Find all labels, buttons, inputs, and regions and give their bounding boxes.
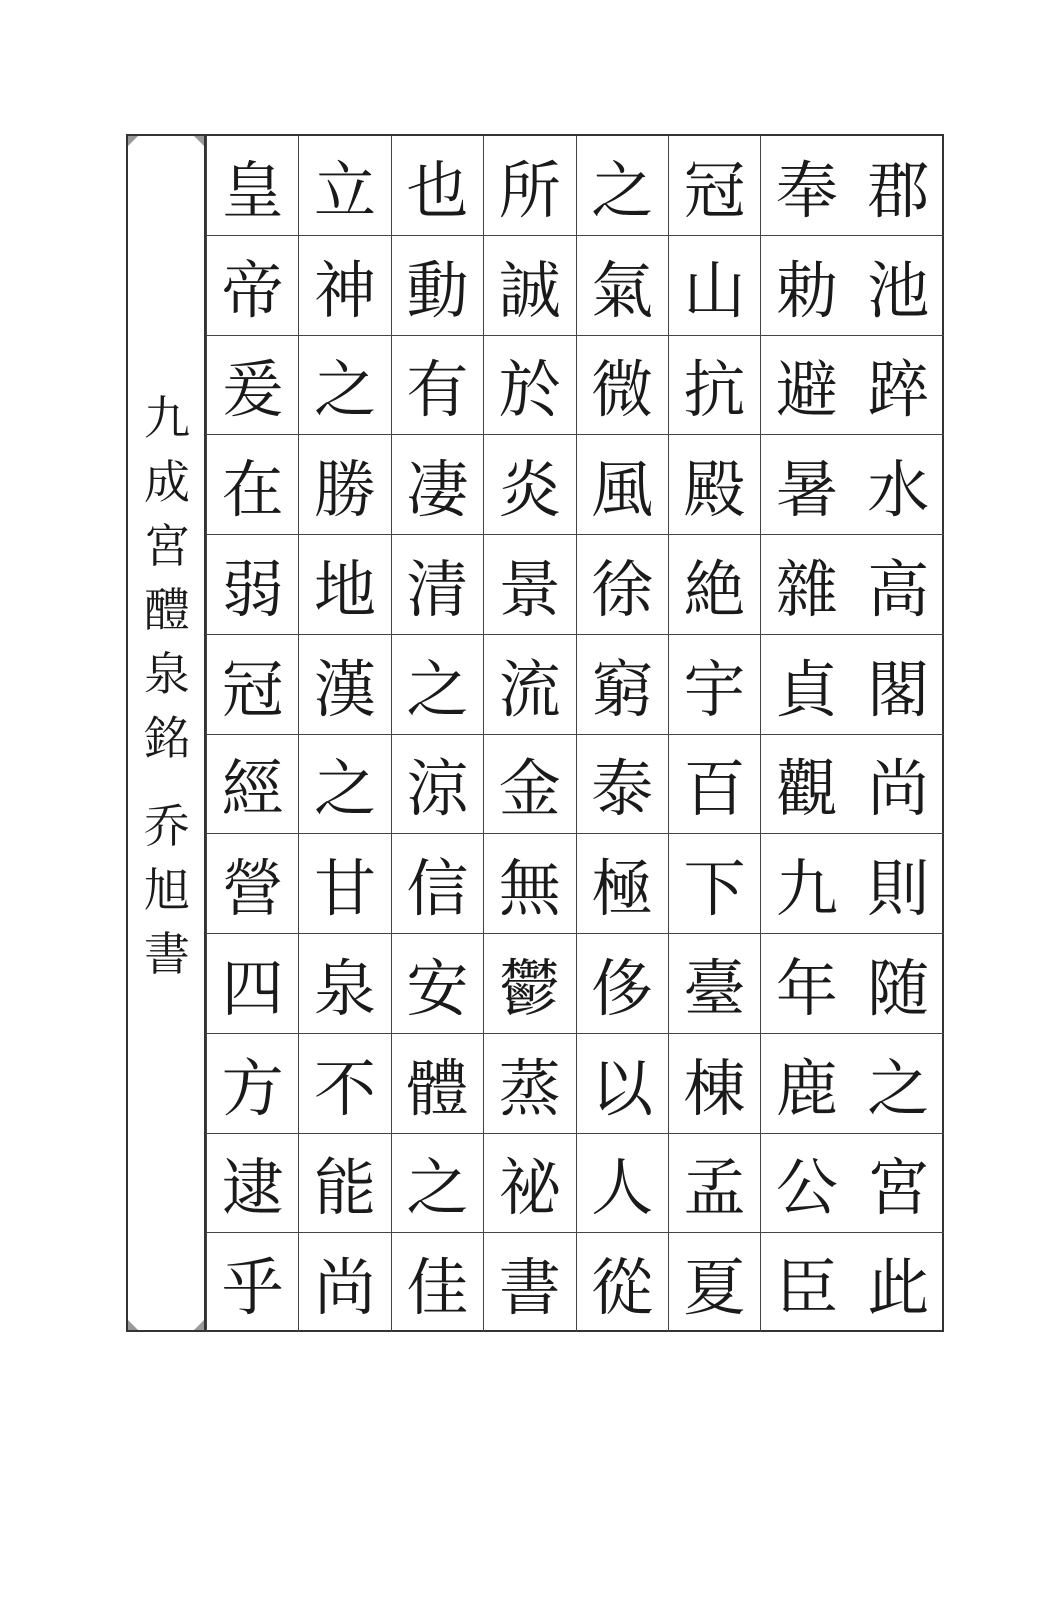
grid-cell: 從 bbox=[577, 1232, 668, 1332]
grid-cell: 此 bbox=[853, 1232, 944, 1332]
grid-cell: 祕 bbox=[484, 1133, 575, 1233]
grid-cell: 安 bbox=[392, 933, 483, 1033]
grid-cell: 凄 bbox=[392, 434, 483, 534]
grid-cell: 臺 bbox=[669, 933, 760, 1033]
grid-cell: 景 bbox=[484, 534, 575, 634]
grid-cell: 随 bbox=[853, 933, 944, 1033]
corner-mark bbox=[128, 1320, 138, 1330]
grid-cell: 高 bbox=[853, 534, 944, 634]
grid-cell: 絶 bbox=[669, 534, 760, 634]
grid-cell: 水 bbox=[853, 434, 944, 534]
grid-cell: 避 bbox=[761, 335, 852, 435]
grid-cell: 尚 bbox=[299, 1232, 390, 1332]
title-char: 九 bbox=[144, 391, 190, 445]
title-char: 宮 bbox=[144, 519, 190, 573]
grid-cell: 神 bbox=[299, 235, 390, 335]
grid-cell: 以 bbox=[577, 1033, 668, 1133]
grid-cell: 逮 bbox=[207, 1133, 298, 1233]
grid-cell: 氣 bbox=[577, 235, 668, 335]
grid-cell: 之 bbox=[392, 634, 483, 734]
grid-cell: 年 bbox=[761, 933, 852, 1033]
grid-cell: 之 bbox=[299, 734, 390, 834]
grid-cell: 營 bbox=[207, 833, 298, 933]
grid-cell: 公 bbox=[761, 1133, 852, 1233]
grid-cell: 郡 bbox=[867, 153, 930, 227]
grid-cell: 涼 bbox=[392, 734, 483, 834]
grid-cell: 佳 bbox=[392, 1232, 483, 1332]
grid-cell: 信 bbox=[392, 833, 483, 933]
grid-cell: 奉 bbox=[775, 153, 838, 227]
grid-cell: 泰 bbox=[577, 734, 668, 834]
grid-cell: 下 bbox=[669, 833, 760, 933]
grid-cell: 則 bbox=[853, 833, 944, 933]
grid-cell: 弱 bbox=[207, 534, 298, 634]
grid-cell: 也 bbox=[406, 153, 469, 227]
title-char: 銘 bbox=[144, 711, 190, 765]
grid-cell: 極 bbox=[577, 833, 668, 933]
grid-cell: 清 bbox=[392, 534, 483, 634]
grid-column bbox=[298, 136, 390, 1332]
grid-cell: 之 bbox=[299, 335, 390, 435]
grid-cell: 觀 bbox=[761, 734, 852, 834]
grid-column bbox=[483, 136, 575, 1332]
grid-cell: 甘 bbox=[299, 833, 390, 933]
grid-cell: 所 bbox=[498, 153, 561, 227]
signature-char: 書 bbox=[144, 927, 190, 981]
grid-cell: 乎 bbox=[207, 1232, 298, 1332]
grid-cell: 侈 bbox=[577, 933, 668, 1033]
grid-cell: 臣 bbox=[761, 1232, 852, 1332]
grid-cell: 夏 bbox=[669, 1232, 760, 1332]
grid-cell: 之 bbox=[392, 1133, 483, 1233]
grid-cell: 山 bbox=[669, 235, 760, 335]
grid-cell: 不 bbox=[299, 1033, 390, 1133]
grid-cell: 雜 bbox=[761, 534, 852, 634]
grid-cell: 在 bbox=[207, 434, 298, 534]
grid-cell: 風 bbox=[577, 434, 668, 534]
title-char: 泉 bbox=[144, 647, 190, 701]
grid-cell: 金 bbox=[484, 734, 575, 834]
grid-cell: 微 bbox=[577, 335, 668, 435]
grid-cell: 宇 bbox=[669, 634, 760, 734]
grid-cell: 九 bbox=[761, 833, 852, 933]
grid-cell: 方 bbox=[207, 1033, 298, 1133]
grid-cell: 池 bbox=[853, 235, 944, 335]
grid-column bbox=[576, 136, 668, 1332]
corner-mark bbox=[128, 136, 138, 146]
grid-cell: 流 bbox=[484, 634, 575, 734]
grid-cell: 帝 bbox=[207, 235, 298, 335]
grid-cell: 書 bbox=[484, 1232, 575, 1332]
grid-cell: 殿 bbox=[669, 434, 760, 534]
grid-cell: 之 bbox=[591, 153, 654, 227]
grid-cell: 炎 bbox=[484, 434, 575, 534]
grid-cell: 爰 bbox=[207, 335, 298, 435]
grid-cell: 體 bbox=[392, 1033, 483, 1133]
title-char: 成 bbox=[144, 455, 190, 509]
grid-cell: 動 bbox=[392, 235, 483, 335]
grid-column bbox=[760, 136, 852, 1332]
grid-cell: 四 bbox=[207, 933, 298, 1033]
grid-cell: 鬱 bbox=[484, 933, 575, 1033]
grid-cell: 誠 bbox=[484, 235, 575, 335]
copybook-sheet bbox=[126, 134, 944, 1332]
title-char: 醴 bbox=[144, 583, 190, 637]
grid-cell: 無 bbox=[484, 833, 575, 933]
grid-cell: 暑 bbox=[761, 434, 852, 534]
corner-mark bbox=[194, 1320, 204, 1330]
signature-char: 旭 bbox=[144, 863, 190, 917]
grid-cell: 之 bbox=[853, 1033, 944, 1133]
grid-cell: 經 bbox=[207, 734, 298, 834]
grid-column bbox=[853, 136, 944, 1332]
grid-cell: 鹿 bbox=[761, 1033, 852, 1133]
grid-column bbox=[668, 136, 760, 1332]
grid-cell: 皇 bbox=[221, 153, 284, 227]
grid-cell: 有 bbox=[392, 335, 483, 435]
grid-cell: 棟 bbox=[669, 1033, 760, 1133]
grid-column bbox=[391, 136, 483, 1332]
grid-cell: 閣 bbox=[853, 634, 944, 734]
grid-cell: 勅 bbox=[761, 235, 852, 335]
title-strip bbox=[128, 136, 206, 1330]
signature-char: 乔 bbox=[144, 799, 190, 853]
grid-cell: 尚 bbox=[853, 734, 944, 834]
grid-cell: 窮 bbox=[577, 634, 668, 734]
grid-cell: 冠 bbox=[683, 153, 746, 227]
grid-cell: 勝 bbox=[299, 434, 390, 534]
grid-cell: 百 bbox=[669, 734, 760, 834]
grid-cell: 於 bbox=[484, 335, 575, 435]
grid-cell: 抗 bbox=[669, 335, 760, 435]
grid-cell: 蒸 bbox=[484, 1033, 575, 1133]
grid-cell: 徐 bbox=[577, 534, 668, 634]
grid-cell: 貞 bbox=[761, 634, 852, 734]
grid-cell: 踤 bbox=[853, 335, 944, 435]
corner-mark bbox=[194, 136, 204, 146]
grid-cell: 能 bbox=[299, 1133, 390, 1233]
grid-cell: 孟 bbox=[669, 1133, 760, 1233]
character-grid bbox=[206, 136, 944, 1332]
grid-cell: 人 bbox=[577, 1133, 668, 1233]
grid-cell: 立 bbox=[314, 153, 377, 227]
grid-cell: 冠 bbox=[207, 634, 298, 734]
grid-cell: 地 bbox=[299, 534, 390, 634]
grid-cell: 漢 bbox=[299, 634, 390, 734]
grid-cell: 泉 bbox=[299, 933, 390, 1033]
vertical-title bbox=[128, 386, 206, 986]
grid-column bbox=[206, 136, 298, 1332]
grid-cell: 宮 bbox=[853, 1133, 944, 1233]
